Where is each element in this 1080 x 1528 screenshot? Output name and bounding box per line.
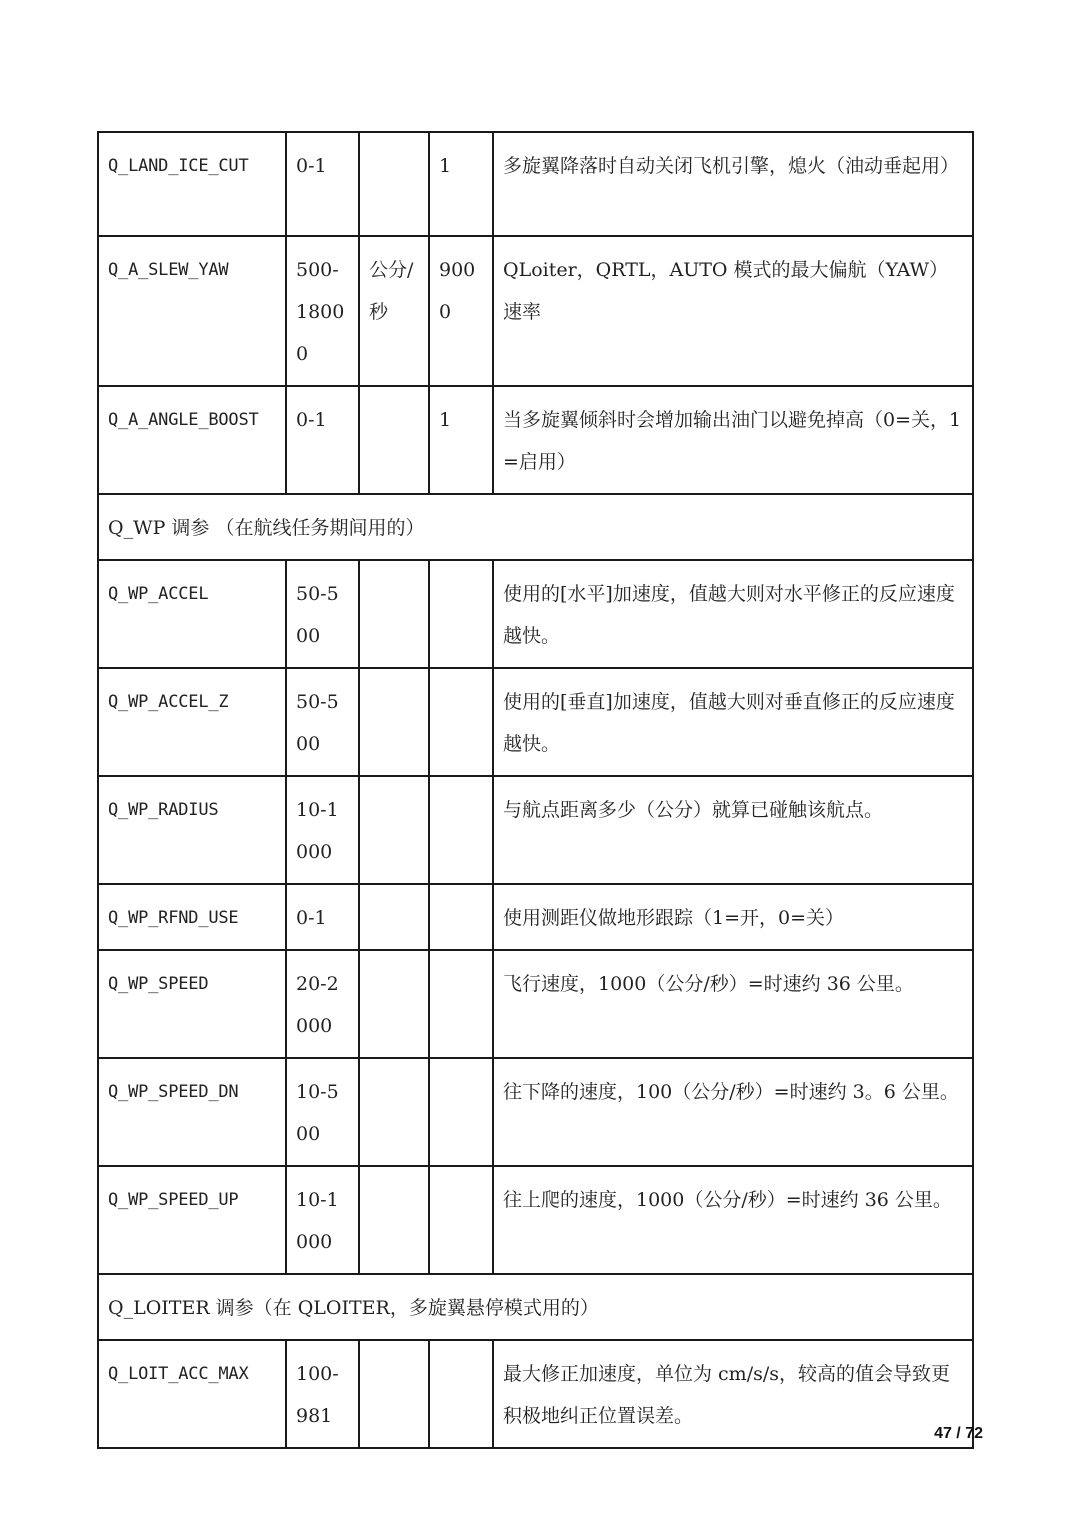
param-name: Q_WP_RADIUS <box>98 776 286 884</box>
param-default <box>429 776 493 884</box>
param-unit <box>359 560 429 668</box>
param-name: Q_WP_SPEED_UP <box>98 1166 286 1274</box>
param-description: 使用的[垂直]加速度，值越大则对垂直修正的反应速度越快。 <box>493 668 973 776</box>
param-default <box>429 1166 493 1274</box>
param-description: 与航点距离多少（公分）就算已碰触该航点。 <box>493 776 973 884</box>
param-description: 使用测距仪做地形跟踪（1=开，0=关） <box>493 884 973 950</box>
param-description: 最大修正加速度，单位为 cm/s/s，较高的值会导致更积极地纠正位置误差。 <box>493 1340 973 1448</box>
param-description: 当多旋翼倾斜时会增加输出油门以避免掉高（0=关，1=启用） <box>493 386 973 494</box>
parameter-table <box>97 131 974 1449</box>
param-unit <box>359 1058 429 1166</box>
param-description: QLoiter，QRTL，AUTO 模式的最大偏航（YAW）速率 <box>493 236 973 386</box>
table-row <box>98 950 973 1058</box>
param-unit: 公分/秒 <box>359 236 429 386</box>
param-range: 50-500 <box>286 668 359 776</box>
param-range: 500-18000 <box>286 236 359 386</box>
param-default <box>429 1058 493 1166</box>
page-number: 47 / 72 <box>934 1425 983 1442</box>
section-header-row <box>98 1274 973 1340</box>
param-default <box>429 1340 493 1448</box>
table-row <box>98 1340 973 1448</box>
param-description: 往上爬的速度，1000（公分/秒）=时速约 36 公里。 <box>493 1166 973 1274</box>
param-default <box>429 560 493 668</box>
param-name: Q_WP_SPEED_DN <box>98 1058 286 1166</box>
param-range: 20-2000 <box>286 950 359 1058</box>
param-name: Q_A_ANGLE_BOOST <box>98 386 286 494</box>
param-name: Q_WP_SPEED <box>98 950 286 1058</box>
param-unit <box>359 776 429 884</box>
param-range: 0-1 <box>286 132 359 236</box>
param-unit <box>359 132 429 236</box>
param-default <box>429 884 493 950</box>
section-title: Q_LOITER 调参（在 QLOITER，多旋翼悬停模式用的） <box>98 1274 973 1340</box>
param-name: Q_A_SLEW_YAW <box>98 236 286 386</box>
table-row <box>98 668 973 776</box>
param-name: Q_LOIT_ACC_MAX <box>98 1340 286 1448</box>
param-name: Q_WP_ACCEL <box>98 560 286 668</box>
param-unit <box>359 386 429 494</box>
param-range: 10-500 <box>286 1058 359 1166</box>
param-default <box>429 950 493 1058</box>
section-title: Q_WP 调参 （在航线任务期间用的） <box>98 494 973 560</box>
param-name: Q_LAND_ICE_CUT <box>98 132 286 236</box>
param-range: 0-1 <box>286 884 359 950</box>
table-row <box>98 560 973 668</box>
param-name: Q_WP_RFND_USE <box>98 884 286 950</box>
param-range: 10-1000 <box>286 776 359 884</box>
param-description: 往下降的速度，100（公分/秒）=时速约 3。6 公里。 <box>493 1058 973 1166</box>
table-row <box>98 236 973 386</box>
param-default <box>429 668 493 776</box>
param-default: 1 <box>429 386 493 494</box>
param-range: 100-981 <box>286 1340 359 1448</box>
param-unit <box>359 950 429 1058</box>
param-range: 0-1 <box>286 386 359 494</box>
param-description: 飞行速度，1000（公分/秒）=时速约 36 公里。 <box>493 950 973 1058</box>
table-row <box>98 884 973 950</box>
param-description: 多旋翼降落时自动关闭飞机引擎，熄火（油动垂起用） <box>493 132 973 236</box>
param-unit <box>359 1166 429 1274</box>
param-default: 1 <box>429 132 493 236</box>
table-row <box>98 386 973 494</box>
table-row <box>98 132 973 236</box>
param-range: 10-1000 <box>286 1166 359 1274</box>
table-row <box>98 1166 973 1274</box>
param-unit <box>359 884 429 950</box>
table-row <box>98 1058 973 1166</box>
param-description: 使用的[水平]加速度，值越大则对水平修正的反应速度越快。 <box>493 560 973 668</box>
table-row <box>98 776 973 884</box>
section-header-row <box>98 494 973 560</box>
param-name: Q_WP_ACCEL_Z <box>98 668 286 776</box>
param-unit <box>359 668 429 776</box>
param-default: 9000 <box>429 236 493 386</box>
param-range: 50-500 <box>286 560 359 668</box>
param-unit <box>359 1340 429 1448</box>
